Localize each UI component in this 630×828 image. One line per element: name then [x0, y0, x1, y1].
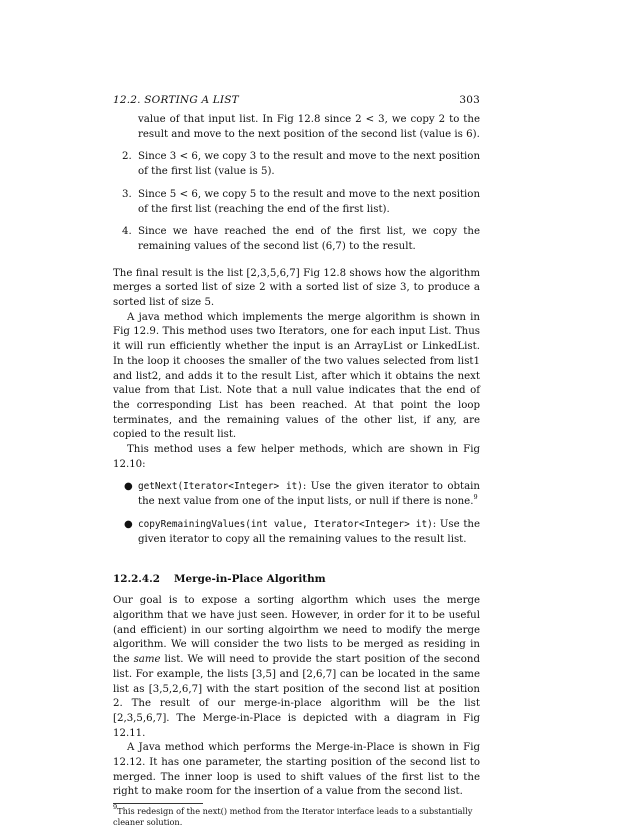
helper-item-copyremaining [124, 518, 481, 547]
emphasis: same [133, 654, 161, 666]
list-item [122, 225, 480, 254]
helper-methods-list [124, 480, 481, 547]
helpers-intro-paragraph: This method uses a few helper methods, which are shown in Fig 12.10: [113, 444, 480, 470]
footnote-mark: 9 [113, 803, 118, 812]
list-item [122, 188, 480, 217]
helper-code: getNext(Iterator<Integer> it) [138, 481, 303, 493]
section-paragraph-2: A Java method which performs the Merge-in-Place is shown in Fig 12.12. It has one parameter, the starting position of the second list to merged. The inner loop is used to shift values of the first list to the right to make room for the insertion of a value from the second list. [113, 742, 480, 798]
helper-description [138, 480, 480, 509]
list-marker: 3. [122, 188, 132, 200]
steps-list [122, 113, 480, 255]
list-marker: 4. [122, 226, 132, 238]
bullet-icon: ● [124, 518, 133, 530]
header-section-title: 12.2. SORTING A LIST [113, 94, 239, 106]
page-number: 303 [459, 94, 480, 106]
section-number: 12.2.4.2 [113, 573, 161, 586]
list-item-text: Since 5 < 6, we copy 5 to the result and move to the next position of the first list (reaching the end of the first list). [138, 188, 480, 215]
helper-code: copyRemainingValues(int value, Iterator<Integer> it) [138, 518, 433, 530]
section-heading [113, 573, 480, 585]
list-item [122, 150, 480, 179]
footnote [113, 803, 480, 828]
page [113, 94, 480, 828]
helper-text: : Use the given iterator to obtain the next value from one of the input lists, or null if there is none. [138, 481, 480, 508]
section-title: Merge-in-Place Algorithm [174, 573, 326, 586]
footnote-reference[interactable]: 9 [473, 493, 478, 502]
java-method-paragraph: A java method which implements the merge algorithm is shown in Fig 12.9. This method uses two Iterators, one for each input List. Thus it will run efficiently whether the input is an ArrayList or LinkedList. In the loop it chooses the smaller of the two values selected from list1 and list2, and adds it to the result List, after which it obtains the next value from that List. Note that a null value indicates that the end of the corresponding List has been reached. At that point the loop terminates, and the remaining values of the other list, if any, are copied to the result list. [113, 311, 480, 441]
footnote-divider [113, 803, 203, 804]
final-result-paragraph: The final result is the list [2,3,5,6,7] Fig 12.8 shows how the algorithm merges a sorted list of size 2 with a sorted list of size 3, to produce a sorted list of size 5. [113, 267, 480, 309]
list-marker: 2. [122, 151, 132, 163]
footnote-text: This redesign of the next() method from the Iterator interface leads to a substantially cleaner solution. [113, 806, 473, 828]
list-item-text: Since we have reached the end of the first list, we copy the remaining values of the second list (6,7) to the result. [138, 226, 480, 252]
section-paragraph-1: Our goal is to expose a sorting algorthm which uses the merge algorithm that we have just seen. However, in order for it to be useful (and efficient) in our sorting algoirthm we need to modify the merge algorithm. We will consider the two lists to be merged as residing in the same list. We will need to provide the start position of the second list. For example, the lists [3,5] and [2,6,7] can be located in the same list as [3,5,2,6,7] with the start position of the second list at position 2. The result of our merge-in-place algorithm will be the list [2,3,5,6,7]. The Merge-in-Place is depicted with a diagram in Fig 12.11. [113, 595, 480, 739]
bullet-icon: ● [124, 481, 133, 493]
step-continuation: value of that input list. In Fig 12.8 since 2 < 3, we copy 2 to the result and move to the next position of the second list (value is 6). [138, 114, 480, 140]
helper-description [138, 518, 480, 547]
list-item-text: Since 3 < 6, we copy 3 to the result and move to the next position of the first list (value is 5). [138, 151, 480, 178]
running-header [113, 94, 480, 106]
helper-item-getnext [124, 480, 480, 509]
helper-text: : Use the given iterator to copy all the remaining values to the result list. [138, 518, 481, 545]
